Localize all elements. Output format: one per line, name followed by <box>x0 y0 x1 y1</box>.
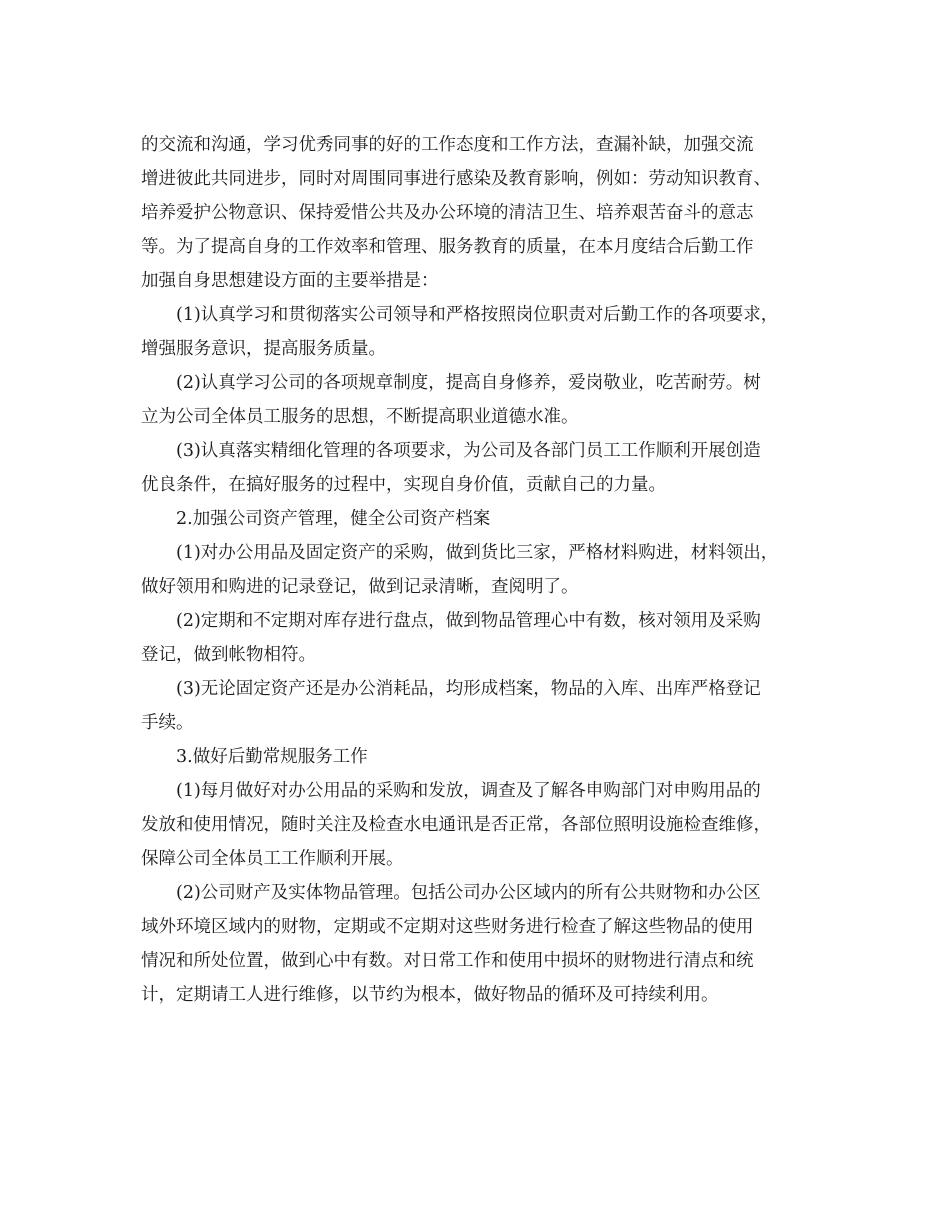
text-line: (1)每月做好对办公用品的采购和发放，调查及了解各申购部门对申购用品的 <box>176 781 761 801</box>
text-line: 手续。 <box>141 713 194 733</box>
text-line: 的交流和沟通，学习优秀同事的好的工作态度和工作方法，查漏补缺，加强交流 <box>141 135 754 155</box>
text-line: (2)公司财产及实体物品管理。包括公司办公区域内的所有公共财物和办公区 <box>176 883 761 903</box>
text-line: 发放和使用情况，随时关注及检查水电通讯是否正常，各部位照明设施检查维修， <box>141 815 771 835</box>
text-line: 域外环境区域内的财物，定期或不定期对这些财务进行检查了解这些物品的使用 <box>141 917 754 937</box>
text-line: (3)认真落实精细化管理的各项要求，为公司及各部门员工工作顺利开展创造 <box>176 441 761 461</box>
text-line: (2)定期和不定期对库存进行盘点，做到物品管理心中有数，核对领用及采购 <box>176 611 761 631</box>
text-line: 登记，做到帐物相符。 <box>141 645 316 665</box>
text-line: 等。为了提高自身的工作效率和管理、服务教育的质量，在本月度结合后勤工作 <box>141 237 754 257</box>
section-heading: 2.加强公司资产管理，健全公司资产档案 <box>176 509 491 529</box>
text-line: 增进彼此共同进步，同时对周围同事进行感染及教育影响，例如：劳动知识教育、 <box>141 169 771 189</box>
text-line: 做好领用和购进的记录登记，做到记录清晰，查阅明了。 <box>141 577 579 597</box>
document-body <box>141 128 821 1012</box>
text-line: 情况和所处位置，做到心中有数。对日常工作和使用中损坏的财物进行清点和统 <box>141 951 754 971</box>
text-line: 增强服务意识，提高服务质量。 <box>141 339 386 359</box>
text-line: 计，定期请工人进行维修，以节约为根本，做好物品的循环及可持续利用。 <box>141 985 719 1005</box>
text-line: 保障公司全体员工工作顺利开展。 <box>141 849 404 869</box>
text-line: (3)无论固定资产还是办公消耗品，均形成档案，物品的入库、出库严格登记 <box>176 679 761 699</box>
text-line: (2)认真学习公司的各项规章制度，提高自身修养，爱岗敬业，吃苦耐劳。树 <box>176 373 761 393</box>
text-line: 加强自身思想建设方面的主要举措是： <box>141 271 439 291</box>
text-line: 培养爱护公物意识、保持爱惜公共及办公环境的清洁卫生、培养艰苦奋斗的意志 <box>141 203 754 223</box>
text-line: 立为公司全体员工服务的思想，不断提高职业道德水准。 <box>141 407 579 427</box>
section-heading: 3.做好后勤常规服务工作 <box>176 747 368 767</box>
text-line: (1)对办公用品及固定资产的采购，做到货比三家，严格材料购进，材料领出， <box>176 543 779 563</box>
text-line: 优良条件，在搞好服务的过程中，实现自身价值，贡献自己的力量。 <box>141 475 666 495</box>
text-line: (1)认真学习和贯彻落实公司领导和严格按照岗位职责对后勤工作的各项要求， <box>176 305 779 325</box>
